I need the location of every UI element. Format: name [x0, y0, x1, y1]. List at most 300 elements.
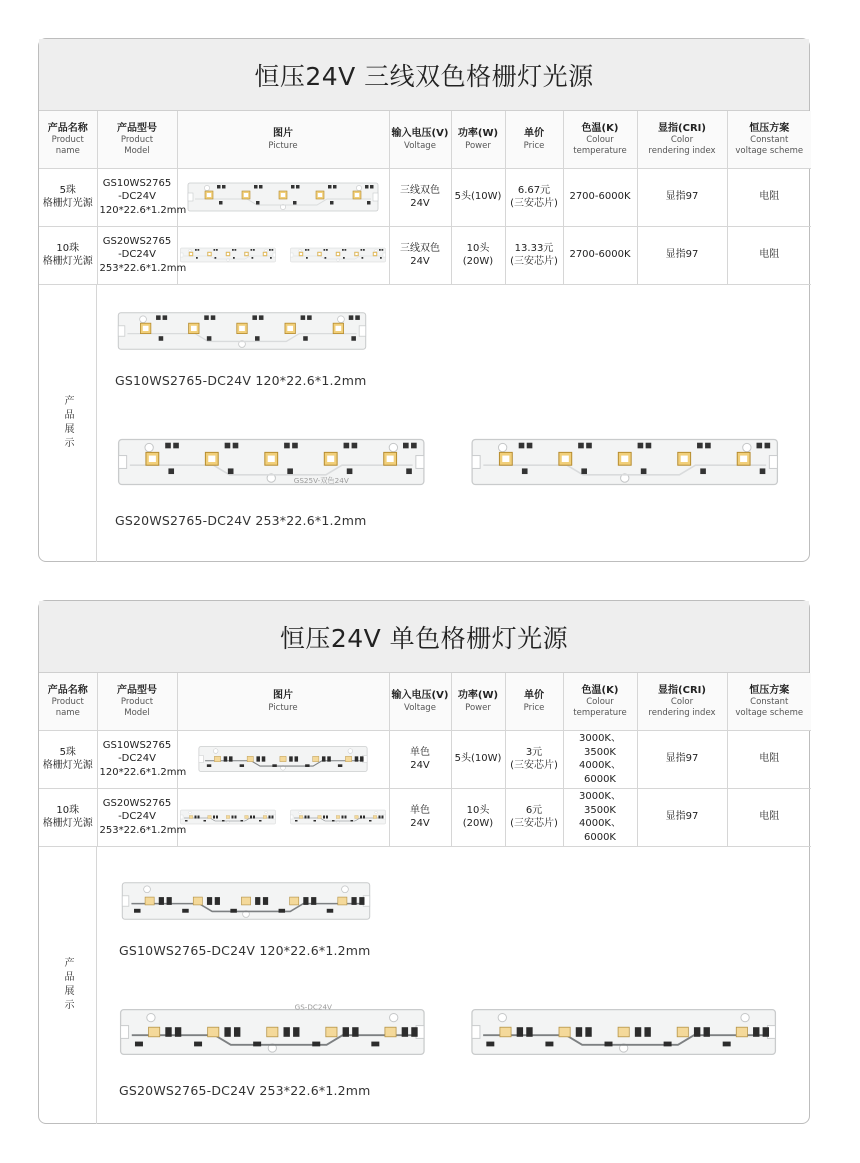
led-chip	[618, 1027, 629, 1037]
led-chip	[373, 816, 377, 819]
resistor	[586, 442, 592, 448]
cell-voltage: 单色 24V	[389, 788, 451, 846]
resistor	[347, 468, 353, 474]
resistor	[291, 185, 295, 189]
resistor	[327, 908, 334, 912]
resistor	[333, 185, 337, 189]
resistor	[314, 820, 317, 822]
resistor	[327, 756, 331, 761]
mount-hole	[498, 443, 506, 451]
resistor	[305, 764, 309, 767]
led-board-image	[187, 179, 379, 215]
resistor	[359, 897, 364, 905]
resistor	[295, 820, 298, 822]
led-lens	[191, 325, 197, 330]
resistor	[757, 442, 763, 448]
led-board-large-image	[119, 1003, 777, 1061]
product-showcase	[39, 285, 809, 562]
resistor	[723, 1041, 731, 1046]
resistor	[355, 756, 359, 761]
resistor	[526, 1027, 532, 1037]
resistor	[296, 185, 300, 189]
panel-single-color	[38, 600, 810, 1124]
mount-hole	[375, 249, 378, 252]
led-chip	[208, 1027, 219, 1037]
resistor	[259, 820, 262, 822]
led-lens	[318, 253, 320, 255]
resistor	[216, 249, 218, 251]
cell-voltage: 三线双色 24V	[389, 168, 451, 226]
resistor	[338, 764, 342, 767]
resistor	[204, 315, 209, 320]
cell-model: GS10WS2765 -DC24V 120*22.6*1.2mm	[97, 168, 177, 226]
led-lens	[143, 325, 149, 330]
resistor	[345, 249, 347, 251]
header-cri: 显指(CRI) Color rendering index	[637, 111, 727, 168]
led-lens	[355, 253, 357, 255]
led-lens	[387, 455, 394, 461]
panel-dual-color	[38, 38, 810, 562]
resistor	[214, 249, 216, 251]
cell-price: 13.33元 (三安芯片)	[505, 226, 563, 284]
resistor	[207, 897, 212, 905]
resistor	[581, 468, 587, 474]
board-notch	[359, 325, 366, 335]
resistor	[694, 1027, 700, 1037]
cell-power: 10头(20W)	[451, 226, 505, 284]
mount-hole	[356, 185, 361, 190]
header-picture: 图片 Picture	[177, 111, 389, 168]
led-chip	[677, 1027, 688, 1037]
led-board-large-image	[117, 433, 779, 491]
mount-hole	[189, 811, 192, 814]
showcase-caption: GS20WS2765-DC24V 253*22.6*1.2mm	[115, 512, 367, 528]
resistor	[312, 1041, 320, 1046]
header-voltage: 输入电压(V) Voltage	[389, 111, 451, 168]
header-name: 产品名称 Product name	[39, 673, 97, 730]
resistor	[222, 185, 226, 189]
mount-hole	[338, 315, 345, 322]
resistor	[156, 315, 161, 320]
resistor	[241, 820, 244, 822]
cell-name: 10珠 格栅灯光源	[39, 788, 97, 846]
table-row	[39, 168, 811, 226]
led-lens	[681, 455, 688, 461]
led-lens	[355, 193, 359, 197]
resistor	[641, 468, 647, 474]
resistor	[215, 257, 217, 259]
product-showcase	[39, 847, 809, 1124]
mount-hole	[375, 811, 378, 814]
resistor	[344, 442, 350, 448]
resistor	[352, 442, 358, 448]
resistor	[198, 816, 200, 819]
board-notch	[119, 455, 127, 468]
cell-price: 3元 (三安芯片)	[505, 730, 563, 788]
resistor	[216, 816, 218, 819]
board-notch	[188, 193, 193, 201]
resistor	[363, 249, 365, 251]
resistor	[222, 820, 225, 822]
cell-name: 5珠 格栅灯光源	[39, 168, 97, 226]
led-lens	[281, 193, 285, 197]
board-notch	[121, 1025, 129, 1038]
header-scheme: 恒压方案 Constant voltage scheme	[727, 673, 811, 730]
board-notch	[291, 815, 294, 819]
resistor	[259, 315, 264, 320]
header-power: 功率(W) Power	[451, 111, 505, 168]
resistor	[135, 1041, 143, 1046]
resistor	[198, 249, 200, 251]
resistor	[224, 1027, 230, 1037]
resistor	[545, 1041, 553, 1046]
resistor	[251, 249, 253, 251]
led-chip	[500, 1027, 511, 1037]
showcase-body	[97, 285, 809, 562]
resistor	[380, 257, 382, 259]
resistor	[704, 1027, 710, 1037]
board-print-label: GS-DC24V	[294, 1002, 332, 1012]
resistor	[371, 1041, 379, 1046]
resistor	[269, 249, 271, 251]
led-chip	[355, 816, 359, 819]
led-chip	[263, 816, 267, 819]
resistor	[295, 756, 299, 761]
resistor	[406, 468, 412, 474]
resistor	[352, 1027, 358, 1037]
header-power: 功率(W) Power	[451, 673, 505, 730]
resistor	[345, 816, 347, 819]
led-lens	[502, 455, 509, 461]
panel-title: 恒压24V 三线双色格栅灯光源	[39, 39, 809, 111]
resistor	[403, 442, 409, 448]
resistor	[207, 764, 211, 767]
resistor	[279, 908, 286, 912]
cell-picture	[177, 226, 389, 284]
header-cct: 色温(K) Colour temperature	[563, 673, 637, 730]
led-board-image	[180, 246, 386, 264]
led-board-large-image	[117, 307, 367, 355]
resistor	[289, 756, 293, 761]
resistor	[664, 1041, 672, 1046]
cell-picture	[177, 730, 389, 788]
board-notch	[472, 1025, 480, 1038]
resistor	[259, 185, 263, 189]
cell-cri: 显指97	[637, 788, 727, 846]
cell-price: 6元 (三安芯片)	[505, 788, 563, 846]
resistor	[486, 1041, 494, 1046]
led-lens	[327, 455, 334, 461]
led-chip	[559, 1027, 570, 1037]
led-chip	[313, 756, 319, 761]
resistor	[576, 1027, 582, 1037]
resistor	[342, 249, 344, 251]
led-lens	[239, 325, 245, 330]
resistor	[517, 1027, 523, 1037]
led-chip	[345, 756, 351, 761]
cell-power: 5头(10W)	[451, 168, 505, 226]
panel-title: 恒压24V 单色格栅灯光源	[39, 601, 809, 673]
led-chip	[318, 816, 322, 819]
led-lens	[207, 193, 211, 197]
cell-cri: 显指97	[637, 730, 727, 788]
resistor	[351, 897, 356, 905]
resistor	[167, 897, 172, 905]
header-scheme: 恒压方案 Constant voltage scheme	[727, 111, 811, 168]
resistor	[232, 816, 234, 819]
cell-power: 5头(10W)	[451, 730, 505, 788]
resistor	[287, 468, 293, 474]
board-notch	[273, 253, 276, 257]
resistor	[234, 1027, 240, 1037]
cell-voltage: 单色 24V	[389, 730, 451, 788]
resistor	[382, 816, 384, 819]
led-chip	[299, 816, 303, 819]
board-print-label: GS25V-双色24V	[293, 475, 349, 485]
led-lens	[562, 455, 569, 461]
resistor	[159, 897, 164, 905]
showcase-caption: GS10WS2765-DC24V 120*22.6*1.2mm	[115, 372, 367, 388]
led-lens	[287, 325, 293, 330]
resistor	[644, 1027, 650, 1037]
resistor	[207, 336, 212, 341]
led-lens	[740, 455, 747, 461]
resistor	[253, 1041, 261, 1046]
cell-cct: 2700-6000K	[563, 226, 637, 284]
resistor	[367, 201, 371, 205]
mount-hole	[144, 885, 151, 892]
board-notch	[122, 895, 129, 905]
led-chip	[241, 897, 250, 905]
board-notch	[118, 325, 125, 335]
cell-cct: 2700-6000K	[563, 168, 637, 226]
resistor	[635, 1027, 641, 1037]
resistor	[195, 249, 197, 251]
resistor	[323, 816, 325, 819]
cell-price: 6.67元 (三安芯片)	[505, 168, 563, 226]
board-notch	[769, 455, 777, 468]
resistor	[343, 257, 345, 259]
table-header-row	[39, 111, 811, 168]
resistor	[351, 820, 354, 822]
resistor	[255, 336, 260, 341]
mount-hole	[145, 443, 153, 451]
cell-power: 10头(20W)	[451, 788, 505, 846]
resistor	[252, 257, 254, 259]
resistor	[272, 816, 274, 819]
board-notch	[181, 253, 184, 257]
resistor	[522, 468, 528, 474]
led-lens	[374, 253, 376, 255]
led-lens	[300, 253, 302, 255]
resistor	[765, 442, 771, 448]
resistor	[763, 1027, 769, 1037]
board-notch	[373, 193, 378, 201]
resistor	[163, 315, 168, 320]
led-lens	[208, 253, 210, 255]
led-lens	[337, 253, 339, 255]
led-chip	[245, 816, 249, 819]
mount-hole	[204, 185, 209, 190]
resistor	[527, 442, 533, 448]
resistor	[307, 315, 312, 320]
led-lens	[318, 193, 322, 197]
resistor	[211, 315, 216, 320]
header-model: 产品型号 Product Model	[97, 111, 177, 168]
resistor	[270, 257, 272, 259]
resistor	[213, 816, 215, 819]
resistor	[360, 816, 362, 819]
led-chip	[290, 897, 299, 905]
showcase-caption: GS10WS2765-DC24V 120*22.6*1.2mm	[119, 942, 371, 958]
resistor	[284, 1027, 290, 1037]
header-price: 单价 Price	[505, 111, 563, 168]
resistor	[362, 257, 364, 259]
resistor	[578, 442, 584, 448]
resistor	[322, 756, 326, 761]
resistor	[351, 336, 356, 341]
resistor	[256, 201, 260, 205]
resistor	[182, 908, 189, 912]
led-chip	[208, 816, 212, 819]
resistor	[175, 1027, 181, 1037]
header-voltage: 输入电压(V) Voltage	[389, 673, 451, 730]
cell-cri: 显指97	[637, 226, 727, 284]
resistor	[700, 468, 706, 474]
mount-hole	[389, 443, 397, 451]
cell-cct: 3000K、3500K 4000K、6000K	[563, 788, 637, 846]
resistor	[195, 816, 197, 819]
resistor	[361, 249, 363, 251]
resistor	[306, 257, 308, 259]
resistor	[753, 1027, 759, 1037]
mount-hole	[189, 249, 192, 252]
mount-hole	[299, 249, 302, 252]
resistor	[646, 442, 652, 448]
led-chip	[226, 816, 230, 819]
led-chip	[385, 1027, 396, 1037]
resistor	[134, 908, 141, 912]
resistor	[382, 249, 384, 251]
led-lens	[227, 253, 229, 255]
resistor	[605, 1041, 613, 1046]
cell-name: 10珠 格栅灯光源	[39, 226, 97, 284]
resistor	[204, 820, 207, 822]
resistor	[332, 820, 335, 822]
led-lens	[244, 193, 248, 197]
board-notch	[181, 815, 184, 819]
resistor	[225, 442, 231, 448]
led-chip	[189, 816, 193, 819]
mount-hole	[147, 1013, 155, 1021]
mount-hole	[140, 315, 147, 322]
showcase-caption: GS20WS2765-DC24V 253*22.6*1.2mm	[119, 1082, 371, 1098]
table-row	[39, 788, 811, 846]
header-model: 产品型号 Product Model	[97, 673, 177, 730]
cell-voltage: 三线双色 24V	[389, 226, 451, 284]
led-lens	[621, 455, 628, 461]
table-row	[39, 730, 811, 788]
resistor	[370, 185, 374, 189]
led-lens	[245, 253, 247, 255]
resistor	[215, 897, 220, 905]
resistor	[255, 897, 260, 905]
led-chip	[214, 756, 220, 761]
mount-hole	[342, 885, 349, 892]
header-picture: 图片 Picture	[177, 673, 389, 730]
cell-picture	[177, 168, 389, 226]
resistor	[165, 442, 171, 448]
resistor	[253, 249, 255, 251]
resistor	[369, 820, 372, 822]
resistor	[292, 442, 298, 448]
led-board-image	[180, 808, 386, 826]
board-notch	[416, 455, 424, 468]
mount-hole	[213, 749, 218, 754]
resistor	[293, 1027, 299, 1037]
resistor	[760, 468, 766, 474]
resistor	[252, 315, 257, 320]
resistor	[343, 1027, 349, 1037]
led-chip	[145, 897, 154, 905]
led-chip	[326, 1027, 337, 1037]
resistor	[697, 442, 703, 448]
mount-hole	[348, 749, 353, 754]
resistor	[194, 1041, 202, 1046]
header-cri: 显指(CRI) Color rendering index	[637, 673, 727, 730]
led-chip	[338, 897, 347, 905]
resistor	[219, 201, 223, 205]
header-price: 单价 Price	[505, 673, 563, 730]
resistor	[379, 816, 381, 819]
mount-hole	[265, 811, 268, 814]
resistor	[165, 1027, 171, 1037]
led-chip	[247, 756, 253, 761]
resistor	[379, 249, 381, 251]
cell-model: GS20WS2765 -DC24V 253*22.6*1.2mm	[97, 226, 177, 284]
led-lens	[264, 253, 266, 255]
board-notch	[199, 755, 203, 762]
resistor	[705, 442, 711, 448]
led-chip	[280, 756, 286, 761]
board-notch	[383, 253, 386, 257]
led-chip	[193, 897, 202, 905]
resistor	[233, 257, 235, 259]
resistor	[217, 185, 221, 189]
header-cct: 色温(K) Colour temperature	[563, 111, 637, 168]
resistor	[228, 468, 234, 474]
resistor	[250, 816, 252, 819]
led-board-large-image	[121, 877, 371, 925]
cell-scheme: 电阻	[727, 788, 811, 846]
led-lens	[268, 455, 275, 461]
resistor	[519, 442, 525, 448]
resistor	[411, 1027, 417, 1037]
led-chip	[736, 1027, 747, 1037]
resistor	[411, 442, 417, 448]
resistor	[303, 897, 308, 905]
resistor	[308, 249, 310, 251]
resistor	[305, 816, 307, 819]
cell-scheme: 电阻	[727, 730, 811, 788]
resistor	[272, 764, 276, 767]
resistor	[328, 185, 332, 189]
resistor	[326, 249, 328, 251]
mount-hole	[741, 1013, 749, 1021]
resistor	[293, 201, 297, 205]
resistor	[355, 315, 360, 320]
led-board-image	[198, 742, 368, 776]
